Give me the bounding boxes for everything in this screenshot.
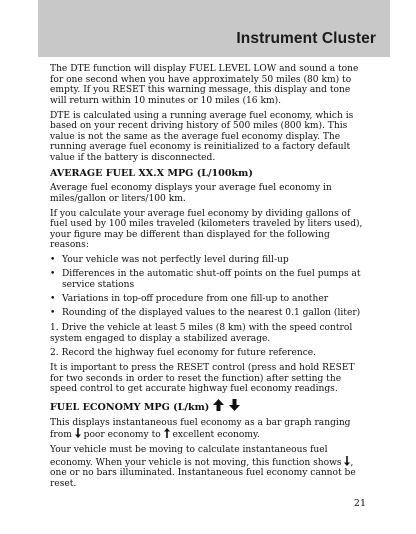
paragraph-reset-note: It is important to press the RESET control (press and hold RESET for two seconds in order to reset the function) after setting the speed control to get accurate highway fuel economy readings. [50, 363, 355, 395]
arrow-up-icon [164, 428, 170, 438]
paragraph-instant-economy: Your vehicle must be moving to calculate instantaneous fuel economy. When your vehicle is not moving, this function shows , one or no bars illuminated. Instantaneous fuel economy cannot be reset. [50, 444, 356, 489]
paragraph-average-calculation: If you calculate your average fuel economy by dividing gallons of fuel used by 100 miles traveled (kilometers traveled by liters used), your figure may be different than displayed for the following reasons: [50, 208, 363, 251]
page-title: Instrument Cluster [236, 30, 376, 47]
page-number: 21 [353, 498, 366, 509]
list-item: • Differences in the automatic shut-off points on the fuel pumps at service stations [50, 269, 361, 290]
paragraph-bar-graph: This displays instantaneous fuel economy as a bar graph ranging from poor economy to excellent economy. [50, 417, 351, 441]
bullet-icon: • [50, 294, 56, 305]
heading-fuel-economy: FUEL ECONOMY MPG (L/km) [50, 399, 368, 414]
reasons-list [50, 255, 368, 319]
list-item: • Rounding of the displayed values to the nearest 0.1 gallon (liter) [50, 308, 361, 319]
bullet-icon: • [50, 255, 56, 266]
page-content [50, 64, 368, 493]
step-two: 2. Record the highway fuel economy for future reference. [50, 348, 317, 359]
bullet-icon: • [50, 308, 56, 319]
paragraph-dte-warning: The DTE function will display FUEL LEVEL LOW and sound a tone for one second when you have approximately 50 miles (80 km) to empty. If you RESET this warning message, this display and tone will return within 10 minutes or 10 miles (16 km). [50, 64, 359, 106]
step-one: 1. Drive the vehicle at least 5 miles (8 km) with the speed control system engaged to display a stabilized average. [50, 322, 353, 344]
bullet-icon: • [50, 269, 56, 280]
list-item: • Variations in top-off procedure from one fill-up to another [50, 294, 329, 305]
paragraph-average-display: Average fuel economy displays your average fuel economy in miles/gallon or liters/100 km. [50, 183, 332, 204]
paragraph-dte-calculation: DTE is calculated using a running average fuel economy, which is based on your recent driving history of 500 miles (800 km). This value is not the same as the average fuel economy display. The running average fuel economy is reinitialized to a factory default value if the battery is disconnected. [50, 110, 354, 163]
list-item: • Your vehicle was not perfectly level during fill-up [50, 255, 289, 266]
arrow-down-icon [75, 428, 81, 438]
heading-average-fuel: AVERAGE FUEL XX.X MPG (L/100km) [50, 167, 253, 179]
arrow-up-icon [213, 399, 224, 411]
header-band [38, 0, 390, 57]
arrow-down-icon [229, 399, 240, 411]
